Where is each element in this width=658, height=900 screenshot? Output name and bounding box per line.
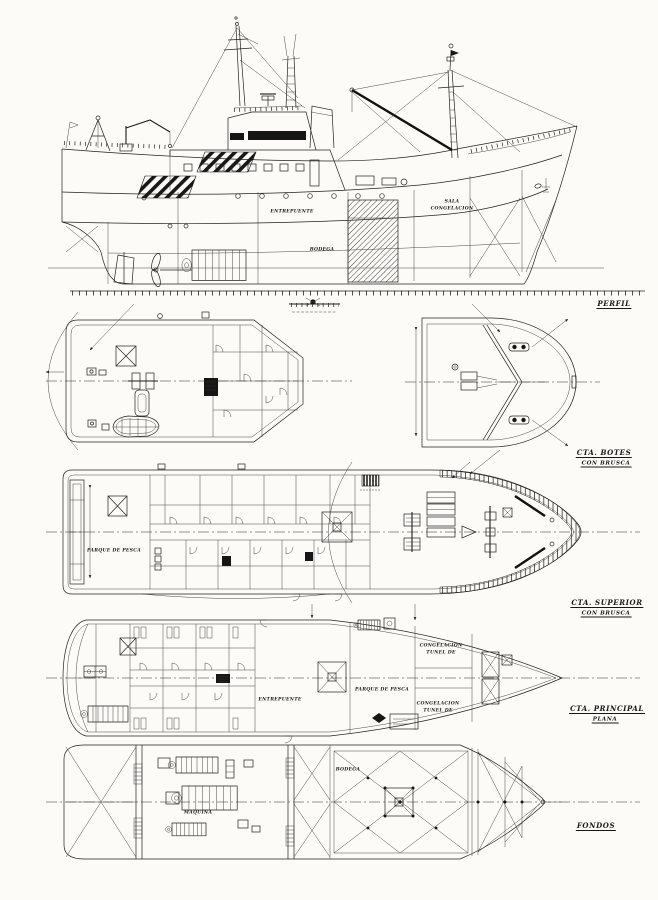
view-botes-aft xyxy=(46,304,352,450)
genset xyxy=(168,757,218,773)
annotation-congelacion-perfil: CONGELACION xyxy=(430,206,474,212)
steering-gear xyxy=(84,666,106,677)
cargo-hatch-prin xyxy=(318,662,346,692)
annotation-parque-superior: PARQUE DE PESCA xyxy=(87,548,141,554)
deck-winches xyxy=(356,176,407,185)
house-windows xyxy=(184,160,319,186)
annotation-bodega-fondos: BODEGA xyxy=(335,767,361,773)
annotation-entrepuente-principal: ENTREPUENTE xyxy=(258,697,302,703)
liferaft-grid xyxy=(362,475,379,486)
label-perfil: PERFIL xyxy=(597,299,631,308)
bulwark-arc xyxy=(142,594,330,599)
annotation-tunel-2: TUNEL DE xyxy=(423,708,453,714)
annotation-bodega-perfil: BODEGA xyxy=(309,247,335,253)
breakwater-v xyxy=(483,325,522,440)
stern-bracing xyxy=(66,226,98,252)
label-cta-principal: CTA. PRINCIPAL xyxy=(570,704,644,713)
galley-gear xyxy=(155,548,161,570)
view-botes-bow xyxy=(405,304,600,474)
view-perfil xyxy=(48,17,645,293)
principal-inner xyxy=(67,624,556,732)
view-principal xyxy=(46,604,640,743)
scale-bar xyxy=(289,298,340,312)
hazard-stripes-aft xyxy=(137,176,196,198)
label-cta-botes: CTA. BOTES xyxy=(576,448,632,457)
view-fondos xyxy=(46,745,640,859)
skylight-hatch xyxy=(116,346,136,366)
deckhouse xyxy=(170,150,345,190)
label-cta-principal-sub: PLANA xyxy=(592,716,618,723)
winch xyxy=(128,373,158,389)
stern-flagstaff xyxy=(66,122,78,148)
propeller xyxy=(150,252,192,287)
skylight-prin xyxy=(120,638,136,655)
cabins xyxy=(213,325,298,437)
windlass xyxy=(461,372,545,390)
forecastle xyxy=(468,130,571,192)
cargo-hatch-sup xyxy=(322,512,352,542)
engine-room xyxy=(158,757,260,836)
stairwell xyxy=(204,378,218,396)
casing-hatched xyxy=(348,200,398,282)
stern-tanks xyxy=(66,747,136,857)
hatch-boxes xyxy=(427,492,455,537)
workshop-machine xyxy=(81,706,129,722)
poop-rail xyxy=(64,143,168,147)
annotation-maquina: MAQUINA xyxy=(183,810,213,816)
annotation-congelacion-2: CONGELACION xyxy=(416,701,460,707)
wheelhouse xyxy=(228,106,316,150)
leader-arrow-1 xyxy=(90,304,134,350)
annotation-parque-principal: PARQUE DE PESCA xyxy=(355,687,409,693)
diamond-plate xyxy=(372,713,386,723)
funnel-casing xyxy=(135,390,149,416)
big-arc xyxy=(329,462,353,603)
forecastle-outline xyxy=(422,318,576,447)
annotation-congelacion-1: CONGELACION xyxy=(419,643,463,649)
main-engine-silhouette xyxy=(182,250,246,280)
label-cta-superior: CTA. SUPERIOR xyxy=(571,598,643,607)
main-mast xyxy=(172,17,305,148)
capstan xyxy=(452,364,458,370)
bow-plank-margin xyxy=(440,470,580,593)
annotation-tunel-1: TUNEL DE xyxy=(426,650,456,656)
radar xyxy=(260,94,276,106)
capstan-box xyxy=(503,508,512,517)
view-superior xyxy=(46,462,640,603)
aux-engine xyxy=(166,823,206,836)
stair-dark-1 xyxy=(222,556,231,566)
hull-sheer-line xyxy=(62,126,577,161)
deck-gear xyxy=(87,312,209,430)
hazard-stripes-fwd xyxy=(197,152,256,172)
bollard-bottom xyxy=(509,416,529,424)
derrick-boom xyxy=(352,90,452,150)
label-fondos: FONDOS xyxy=(576,821,616,830)
annotation-sala: SALA xyxy=(444,199,460,205)
bollard-top xyxy=(509,343,529,351)
annotation-entrepuente-perfil: ENTREPUENTE xyxy=(270,209,314,215)
main-engine-plan xyxy=(172,786,238,810)
label-cta-botes-sub: CON BRUSCA xyxy=(581,460,631,467)
lifeboat xyxy=(113,416,159,437)
stair-dark-2 xyxy=(305,552,313,561)
label-cta-superior-sub: CON BRUSCA xyxy=(581,610,631,617)
stern-ramp xyxy=(70,480,84,584)
skylight-sup xyxy=(108,496,127,516)
fore-mast xyxy=(338,44,577,160)
